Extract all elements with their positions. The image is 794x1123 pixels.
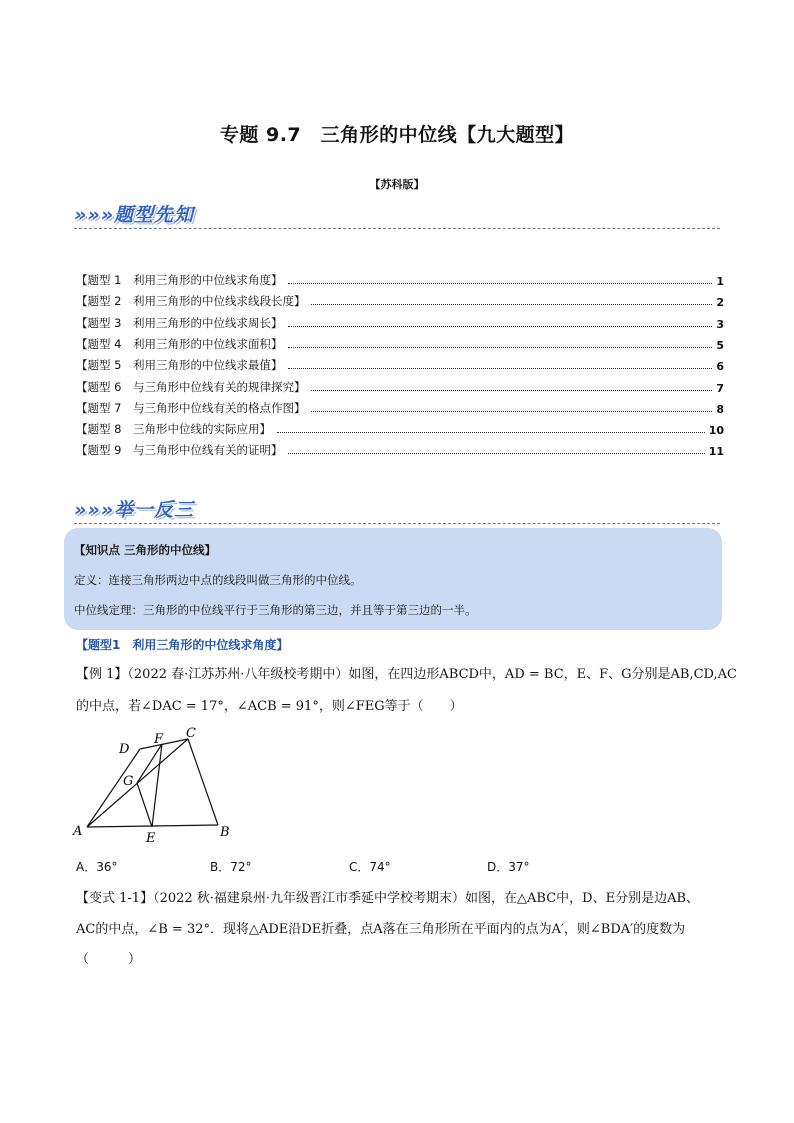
toc-label: 【题型 3 利用三角形的中位线求周长】 xyxy=(76,315,283,330)
toc-row[interactable] xyxy=(76,311,724,331)
toc-row[interactable] xyxy=(76,289,724,309)
choice-d: D．37° xyxy=(487,860,530,874)
page-title: 专题 9.7 三角形的中位线【九大题型】 xyxy=(219,124,575,146)
toc-label: 【题型 2 利用三角形的中位线求线段长度】 xyxy=(76,294,306,309)
preview-banner: »»»题型先知 xyxy=(74,204,195,226)
toc-page-number: 5 xyxy=(716,338,724,352)
choice-b: B．72° xyxy=(210,860,252,874)
example-line-1: 【例 1】（2022 春·江苏苏州·八年级校考期中）如图，在四边形ABCD中，AD = BC，E、F、G分别是AB,CD,AC xyxy=(76,667,737,682)
segment-cb xyxy=(188,739,218,825)
knowledge-title: 【知识点 三角形的中位线】 xyxy=(74,543,217,557)
label-d: D xyxy=(119,742,130,757)
toc-label: 【题型 5 利用三角形的中位线求最值】 xyxy=(76,358,283,373)
toc-label: 【题型 9 与三角形中位线有关的证明】 xyxy=(76,443,283,458)
toc-row[interactable] xyxy=(76,396,724,416)
label-g: G xyxy=(123,774,134,789)
examples-banner: »»»举一反三 xyxy=(74,499,195,521)
toc-page-number: 1 xyxy=(716,275,724,288)
examples-divider xyxy=(74,523,720,524)
toc-leader-dots xyxy=(288,326,712,327)
toc-leader-dots xyxy=(311,304,712,305)
choice-a: A．36° xyxy=(76,860,118,874)
segment-dc xyxy=(140,739,188,749)
knowledge-definition: 定义：连接三角形两边中点的线段叫做三角形的中位线。 xyxy=(74,573,362,587)
toc-label: 【题型 6 与三角形中位线有关的规律探究】 xyxy=(76,379,306,394)
preview-divider xyxy=(74,228,720,229)
toc-row[interactable] xyxy=(76,268,724,288)
edition-label: 【苏科版】 xyxy=(369,178,425,191)
knowledge-theorem: 中位线定理：三角形的中位线平行于三角形的第三边，并且等于第三边的一半。 xyxy=(74,603,477,617)
toc-leader-dots xyxy=(288,347,712,348)
toc-leader-dots xyxy=(288,283,712,284)
toc-page-number: 10 xyxy=(708,424,724,438)
section-title: 【题型1 利用三角形的中位线求角度】 xyxy=(76,638,289,652)
choice-c: C．74° xyxy=(349,860,391,874)
toc-leader-dots xyxy=(311,411,712,412)
label-e: E xyxy=(146,831,156,845)
toc-page-number: 2 xyxy=(716,296,724,310)
segment-eg xyxy=(137,783,152,827)
toc-leader-dots xyxy=(288,453,704,454)
example-line-2: 的中点，若∠DAC = 17°，∠ACB = 91°，则∠FEG等于（ ） xyxy=(76,699,463,714)
toc-row[interactable] xyxy=(76,332,724,352)
toc-label: 【题型 1 利用三角形的中位线求角度】 xyxy=(76,273,283,287)
variant-line-1: 【变式 1-1】（2022 秋·福建泉州·九年级晋江市季延中学校考期末）如图，在△ABC中，D、E分别是边AB、 xyxy=(76,891,700,906)
toc-label: 【题型 8 三角形中位线的实际应用】 xyxy=(76,422,271,437)
toc-label: 【题型 4 利用三角形的中位线求面积】 xyxy=(76,336,283,351)
toc-row[interactable] xyxy=(76,353,724,373)
variant-line-2: AC的中点，∠B = 32°．现将△ADE沿DE折叠，点A落在三角形所在平面内的点为A′，则∠BDA′的度数为 xyxy=(76,922,686,937)
label-a: A xyxy=(73,824,83,839)
toc-page-number: 8 xyxy=(716,402,724,416)
toc-leader-dots xyxy=(311,390,712,391)
toc-page-number: 6 xyxy=(716,360,724,374)
toc-label: 【题型 7 与三角形中位线有关的格点作图】 xyxy=(76,400,306,415)
toc-row[interactable] xyxy=(76,417,724,437)
toc-page-number: 7 xyxy=(716,381,724,395)
toc-leader-dots xyxy=(288,368,712,369)
label-f: F xyxy=(154,732,164,747)
toc-leader-dots xyxy=(277,432,705,433)
toc-row[interactable] xyxy=(76,438,724,458)
label-c: C xyxy=(186,726,196,741)
quadrilateral-figure xyxy=(60,725,260,845)
toc-page-number: 11 xyxy=(708,445,724,459)
toc-page-number: 3 xyxy=(716,317,724,331)
knowledge-box xyxy=(64,528,722,630)
toc-row[interactable] xyxy=(76,375,724,395)
label-b: B xyxy=(220,825,230,840)
variant-line-3: （ ） xyxy=(76,952,142,967)
